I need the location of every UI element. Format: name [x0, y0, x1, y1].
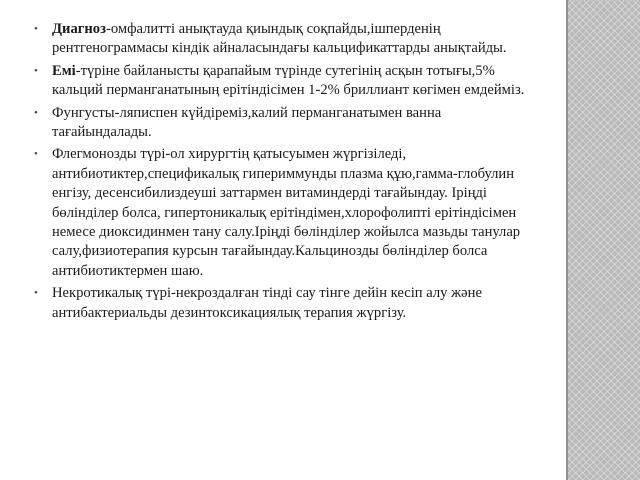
slide-content [34, 20, 540, 326]
bullet-icon: • [34, 287, 38, 300]
paragraph-fungus [34, 104, 540, 143]
paragraph-text: Некротикалық түрі-некроздалған тінді сау тінге дейін кесіп алу және антибактериальды дезинтоксикациялық терапия жүргізу. [52, 285, 482, 321]
side-pattern-decoration [568, 0, 640, 480]
paragraph-text: -түріне байланысты қарапайым түрінде сутегінің асқын тотығы,5% кальций перманганатының ерітіндісімен 1-2% бриллиант көгімен емдейміз. [52, 62, 525, 99]
paragraph-necrotic [34, 284, 540, 323]
bullet-icon: • [34, 106, 38, 119]
paragraph-lead: Диагноз [52, 21, 106, 37]
paragraph-lead: Емі [52, 62, 76, 79]
bullet-icon: • [34, 23, 38, 35]
paragraph-text: Флегмонозды түрі-ол хирургтің қатысуымен жүргізіледі, антибиотиктер,спецификалық гипериммунды плазма құю,гамма-глобулин енгізу, десенсибилиздеуші заттармен витаминдерді тағайындау. Іріңді бөлінділер болса, гипертоникалық ерітіндімен,хлорофолипті ерітіндісімен немесе диоксидинмен тану салу.Іріңді бөлінділер жойылса мазьды танулар салу,физиотерапия курсын тағайындау.Кальцинозды бөлінділер болса антибиотиктермен шаю. [52, 146, 521, 279]
bullet-icon: • [34, 148, 38, 161]
paragraph-diagnosis [34, 20, 540, 59]
bullet-icon: • [34, 64, 38, 77]
paragraph-treatment [34, 62, 540, 101]
paragraph-text: -омфалитті анықтауда қиындық соқпайды,ішперденің рентгенограммасы кіндік айналасындағы кальцификаттарды анықтайды. [52, 21, 507, 57]
paragraph-phlegmonous [34, 145, 540, 281]
paragraph-text: Фунгусты-ляписпен күйдіреміз,калий перманганатымен ванна тағайындалады. [52, 104, 442, 141]
